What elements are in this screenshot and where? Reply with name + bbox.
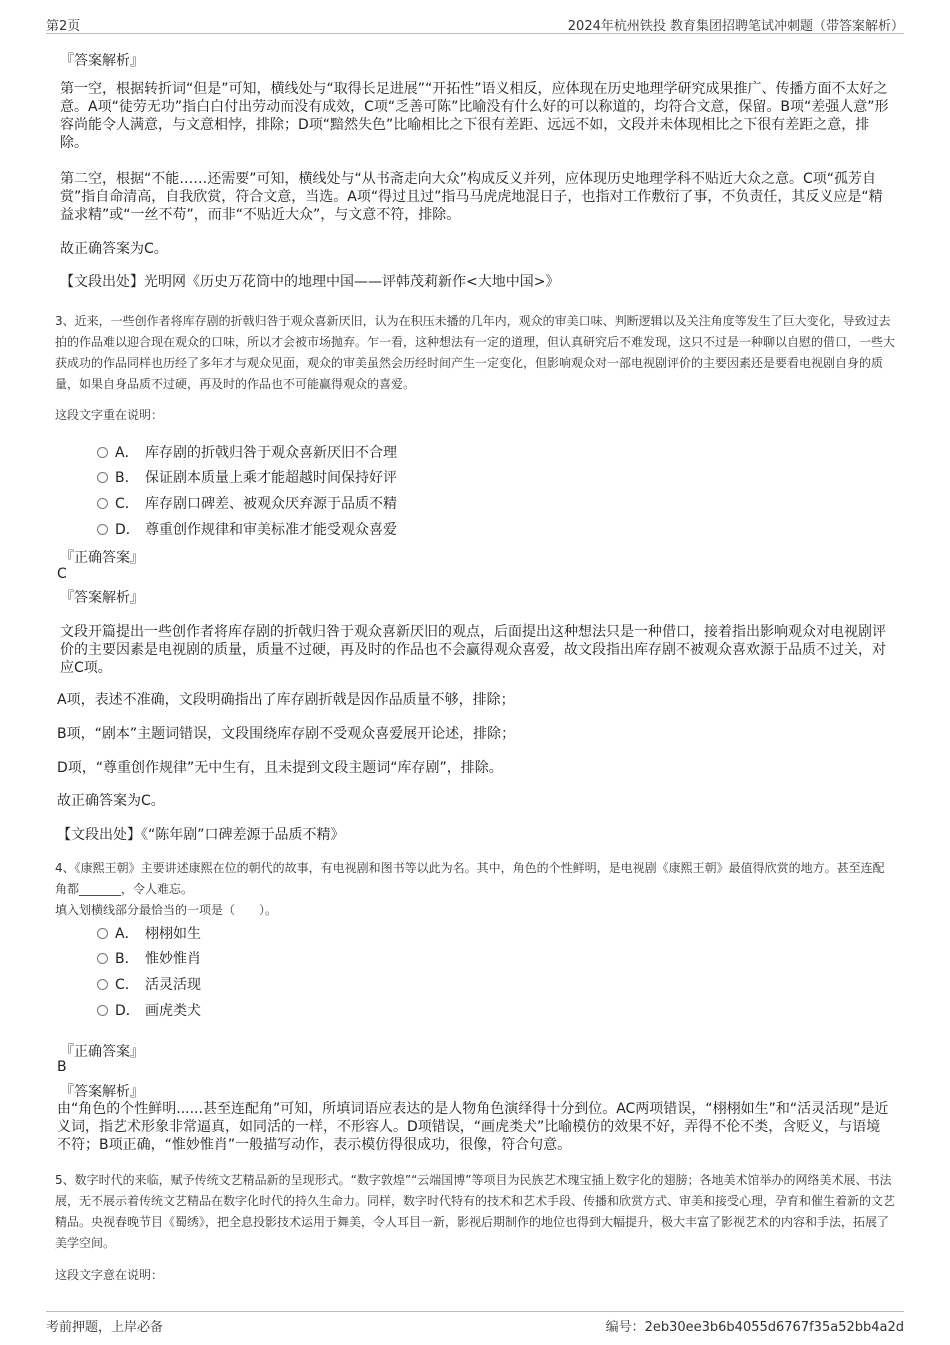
- q4-answer-label: 『正确答案』: [60, 1044, 144, 1060]
- page-header: [46, 13, 904, 34]
- q5-stem: 5、数字时代的来临，赋予传统文艺精品新的呈现形式。“数字敦煌”“云端国博”等项目为民族艺术瑰宝插上数字化的翅膀；各地美术馆举办的网络美术展、书法展，无不展示着传统文艺精品在数字化时代的持久生命力。同样，数字时代特有的技术和艺术手段、传播和欣赏方式、审美和接受心理，孕育和催生着新的文艺精品。央视春晚节目《蜀绣》，把全息投影技术运用于舞美，令人耳目一新，影视后期制作的地位也得到大幅提升，极大丰富了影视艺术的内容和手法，拓展了美学空间。: [55, 1173, 896, 1250]
- q3-answer-label: 『正确答案』: [60, 550, 144, 566]
- footer-code-value: 2eb30ee3b6b4055d6767f35a52bb4a2d: [644, 1320, 904, 1335]
- q4-stem: 4、《康熙王朝》主要讲述康熙在位的朝代的故事，有电视剧和图书等以此为名。其中，角色的个性鲜明，是电视剧《康熙王朝》最值得欣赏的地方。甚至连配角都_______，令人难忘。: [55, 861, 885, 896]
- radio-icon[interactable]: [97, 524, 108, 535]
- radio-icon[interactable]: [97, 979, 108, 990]
- q3-note-a: A项，表述不准确，文段明确指出了库存剧折戟是因作品质量不够，排除；: [57, 692, 515, 708]
- q3-analysis-label: 『答案解析』: [60, 590, 144, 606]
- footer-code-label: 编号：: [605, 1320, 645, 1335]
- q4-analysis: 由“角色的个性鲜明......甚至连配角”可知，所填词语应表达的是人物角色演绎得十分到位。AC两项错误，“栩栩如生”和“活灵活现”是近义词，指艺术形象非常逼真，如同活的一样，不形容人。D项错误，“画虎类犬”比喻模仿的效果不好，弄得不伦不类，含贬义，与语境不符；B项正确，“惟妙惟肖”一般描写动作，表示模仿得很成功，很像，符合句意。: [57, 1101, 889, 1153]
- q2-conclusion: 故正确答案为C。: [60, 241, 168, 257]
- q3-analysis: 文段开篇提出一些创作者将库存剧的折戟归咎于观众喜新厌旧的观点，后面提出这种想法只是一种借口，接着指出影响观众对电视剧评价的主要因素是电视剧的质量，质量不过硬，再及时的作品也不会赢得观众喜爱，故文段指出库存剧不被观众喜欢源于品质不过关，对应C项。: [60, 624, 886, 676]
- radio-icon[interactable]: [97, 1005, 108, 1016]
- radio-icon[interactable]: [97, 447, 108, 458]
- q4-analysis-label: 『答案解析』: [60, 1084, 144, 1100]
- q2-analysis-para2: 第二空，根据“不能……还需要”可知，横线处与“从书斋走向大众”构成反义并列，应体现历史地理学科不贴近大众之意。C项“孤芳自赏”指自命清高，自我欣赏，符合文意，当选。A项“得过且过”指马马虎虎地混日子，也指对工作敷衍了事，不负责任，其反义应是“精益求精”或“一丝不苟”，而非“不贴近大众”，与文意不符，排除。: [60, 171, 883, 223]
- q4-prompt: 填入划横线部分最恰当的一项是（ ）。: [55, 903, 278, 917]
- q2-analysis-label: 『答案解析』: [60, 53, 144, 69]
- footer-slogan: 考前押题，上岸必备: [46, 1320, 164, 1335]
- q3-source: 【文段出处】《“陈年剧”口碑差源于品质不精》: [57, 827, 345, 843]
- q3-note-d: D项，“尊重创作规律”无中生有，且未提到文段主题词“库存剧”，排除。: [57, 760, 503, 776]
- q3-note-b: B项，“剧本”主题词错误，文段围绕库存剧不受观众喜爱展开论述，排除；: [57, 726, 516, 742]
- q3-answer: C: [57, 566, 67, 582]
- q2-analysis-para1: 第一空，根据转折词“但是”可知，横线处与“取得长足进展”“开拓性”语义相反，应体现在历史地理学研究成果推广、传播方面不太好之意。A项“徒劳无功”指白白付出劳动而没有成效，C项“乏善可陈”比喻没有什么好的可以称道的，均符合文意，保留。B项“差强人意”形容尚能令人满意，与文意相悖，排除；D项“黯然失色”比喻相比之下很有差距、远远不如，文段并未体现相比之下很有差距之意，排除。: [60, 81, 889, 151]
- q4-answer: B: [57, 1059, 67, 1075]
- q3-stem: 3、近来，一些创作者将库存剧的折戟归咎于观众喜新厌旧，认为在积压未播的几年内，观众的审美口味、判断逻辑以及关注角度等发生了巨大变化，导致过去拍的作品难以迎合现在观众的口味，所以才会被市场抛弃。乍一看，这种想法有一定的道理，但认真研究后不难发现，这只不过是一种聊以自慰的借口，一些大获成功的作品同样也历经了多年才与观众见面，观众的审美虽然会历经时间产生一定变化，但影响观众对一部电视剧评价的主要因素还是要看电视剧自身的质量，如果自身品质不过硬，再及时的作品也不可能赢得观众的喜爱。: [55, 314, 896, 391]
- page-footer: [46, 1311, 904, 1336]
- page-number: 第2页: [46, 19, 81, 34]
- radio-icon[interactable]: [97, 928, 108, 939]
- document-title: 2024年杭州铁投 教育集团招聘笔试冲刺题（带答案解析）: [567, 19, 904, 34]
- q3-prompt: 这段文字重在说明：: [55, 408, 164, 422]
- q5-prompt: 这段文字意在说明：: [55, 1268, 164, 1282]
- q2-source: 【文段出处】光明网《历史万花筒中的地理中国——评韩茂莉新作<大地中国>》: [60, 274, 560, 290]
- radio-icon[interactable]: [97, 498, 108, 509]
- radio-icon[interactable]: [97, 472, 108, 483]
- footer-code: [606, 1316, 904, 1335]
- radio-icon[interactable]: [97, 953, 108, 964]
- q3-conclusion: 故正确答案为C。: [57, 793, 165, 809]
